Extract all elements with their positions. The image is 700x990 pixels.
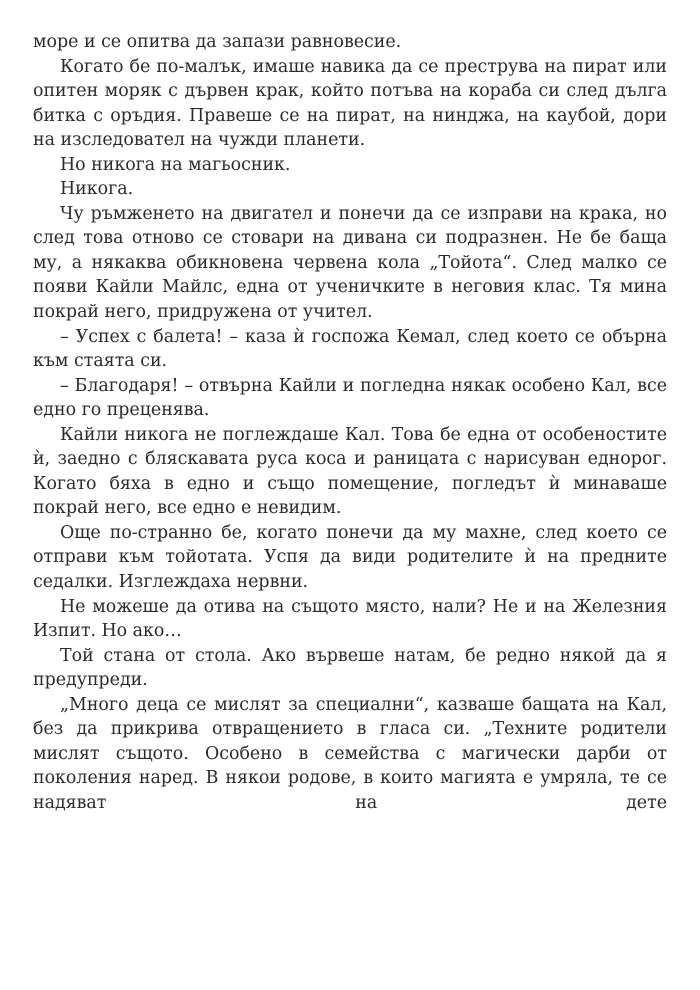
book-page — [33, 30, 667, 816]
paragraph-8: Кайли никога не поглеждаше Кал. Това бе една от особеностите ѝ, заедно с бляскавата руса коса и раницата с нарисуван еднорог. Когато бяха в едно и също помещение, погледът ѝ минаваше покрай него, все едно е невидим. — [33, 424, 667, 519]
paragraph-5: Чу ръмженето на двигател и понечи да се изправи на крака, но след това отново се стовари на дивана си подразнен. Не бе баща му, а някаква обикновена червена кола „Тойота“. След малко се появи Кайли Майлс, една от ученичките в неговия клас. Тя мина покрай него, придружена от учител. — [33, 203, 667, 323]
paragraph-2: Когато бе по-малък, имаше навика да се преструва на пират или опитен моряк с дървен крак, който потъва на кораба си след дълга битка с оръдия. Правеше се на пират, на нинджа, на каубой, дори на изследовател на чужди планети. — [33, 56, 667, 151]
paragraph-9: Още по-странно бе, когато понечи да му махне, след което се отправи към тойотата. Успя да види родителите ѝ на предните седалки. Изглеждаха нервни. — [33, 522, 667, 593]
paragraph-10: Не можеше да отива на същото място, нали? Не и на Железния Изпит. Но ако… — [33, 596, 667, 642]
paragraph-11: Той стана от стола. Ако вървеше натам, бе редно някой да я предупреди. — [33, 645, 667, 691]
paragraph-7: – Благодаря! – отвърна Кайли и погледна някак особено Кал, все едно го преценява. — [33, 375, 667, 421]
paragraph-6: – Успех с балета! – каза ѝ госпожа Кемал, след което се обърна към стаята си. — [33, 326, 667, 372]
paragraph-1: море и се опитва да запази равновесие. — [33, 32, 402, 52]
paragraph-3: Но никога на магьосник. — [60, 154, 291, 175]
paragraph-4: Никога. — [60, 179, 134, 200]
paragraph-12: „Много деца се мислят за специални“, казваше бащата на Кал, без да прикрива отвращението в гласа си. „Техните родители мислят същото. Особено в семейства с магически дарби от поколения наред. В някои родове, в които магията е умряла, те се надяват на дете — [33, 694, 667, 813]
